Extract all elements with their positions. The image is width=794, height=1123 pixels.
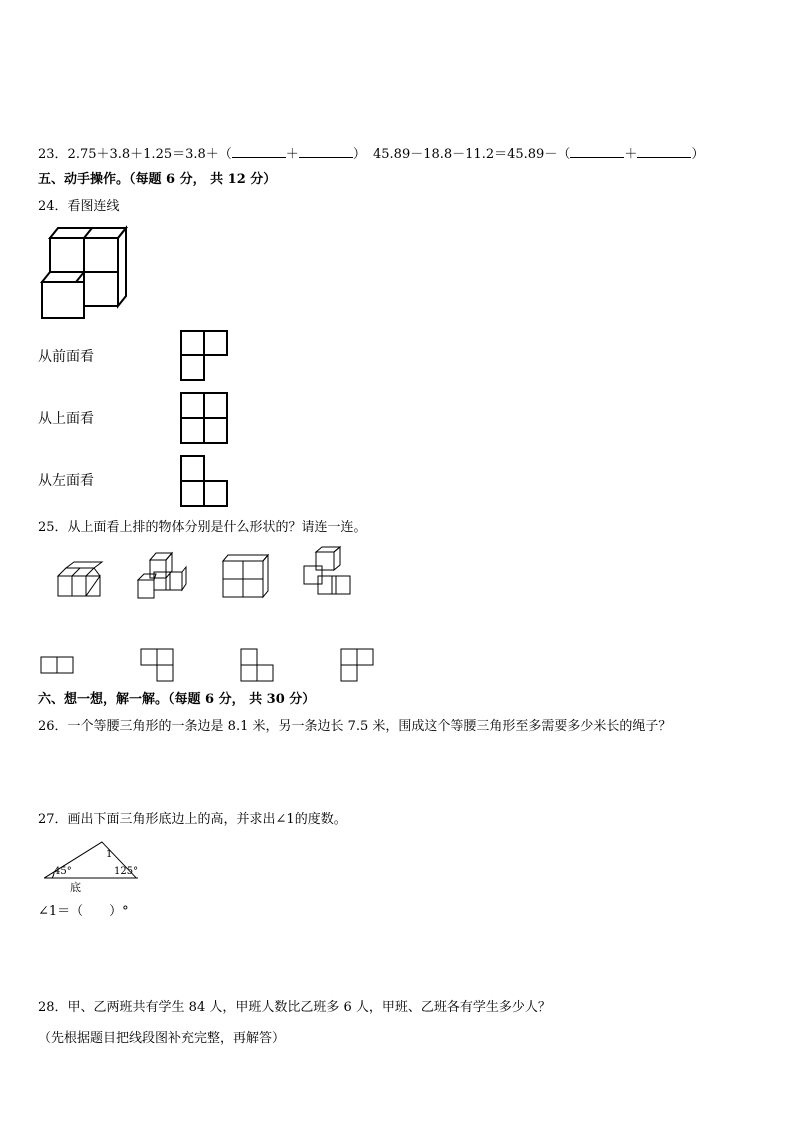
- q23-line: [38, 146, 366, 163]
- q24-view-left: 从左面看: [38, 473, 94, 489]
- q25-shape-2[interactable]: [140, 648, 176, 684]
- q27-angle-1: 1: [106, 849, 113, 860]
- q24-view-shape-1[interactable]: [180, 330, 230, 384]
- q23-blank-3[interactable]: [570, 146, 624, 158]
- q24-view-top: 从上面看: [38, 411, 94, 427]
- q24-title: 24．看图连线: [38, 199, 120, 214]
- q23-plus-1: ＋: [285, 147, 299, 162]
- q25-object-1[interactable]: [56, 560, 106, 600]
- q23-blank-2[interactable]: [299, 146, 353, 158]
- q25-shape-1[interactable]: [40, 656, 76, 676]
- q27-angle-right: 125°: [114, 866, 139, 877]
- q24-view-shape-2[interactable]: [180, 392, 230, 446]
- q24-view-shape-3[interactable]: [180, 455, 230, 509]
- q23-blank-1[interactable]: [232, 146, 286, 158]
- q23-line-right: [373, 146, 704, 163]
- q27-text: 27．画出下面三角形底边上的高，并求出∠1的度数。: [38, 812, 347, 827]
- q23-plus-2: ＋: [624, 147, 638, 162]
- q24-cube-figure: [38, 224, 133, 324]
- q27-base-label: 底: [70, 881, 81, 894]
- q23-close-1: ）: [352, 147, 366, 162]
- q27-angle-left: 45°: [54, 866, 72, 877]
- q28-text: 28．甲、乙两班共有学生 84 人，甲班人数比乙班多 6 人，甲班、乙班各有学生多少人？: [38, 1000, 551, 1015]
- section5-heading: 五、动手操作。（每题 6 分， 共 12 分）: [38, 172, 277, 187]
- q23-close-2: ）: [691, 147, 705, 162]
- q25-object-2[interactable]: [134, 550, 188, 602]
- q23-right-expression: 45.89－18.8－11.2＝45.89－（: [373, 147, 571, 162]
- q25-object-4[interactable]: [300, 546, 354, 600]
- q25-shape-4[interactable]: [340, 648, 376, 684]
- q26-text: 26．一个等腰三角形的一条边是 8.1 米，另一条边长 7.5 米，围成这个等腰三角形至多需要多少米长的绳子？: [38, 719, 672, 734]
- q27-answer[interactable]: ∠1＝（ ）°: [38, 904, 129, 919]
- q24-view-front: 从前面看: [38, 349, 94, 365]
- q25-shape-3[interactable]: [240, 648, 276, 684]
- q23-blank-4[interactable]: [637, 146, 691, 158]
- section6-heading: 六、想一想，解一解。（每题 6 分， 共 30 分）: [38, 692, 316, 707]
- q28-note: （先根据题目把线段图补充完整，再解答）: [38, 1031, 286, 1046]
- q23-left-expression: 23．2.75＋3.8＋1.25＝3.8＋（: [38, 147, 232, 162]
- q25-object-3[interactable]: [220, 553, 270, 599]
- q25-title: 25．从上面看上排的物体分别是什么形状的？请连一连。: [38, 520, 367, 535]
